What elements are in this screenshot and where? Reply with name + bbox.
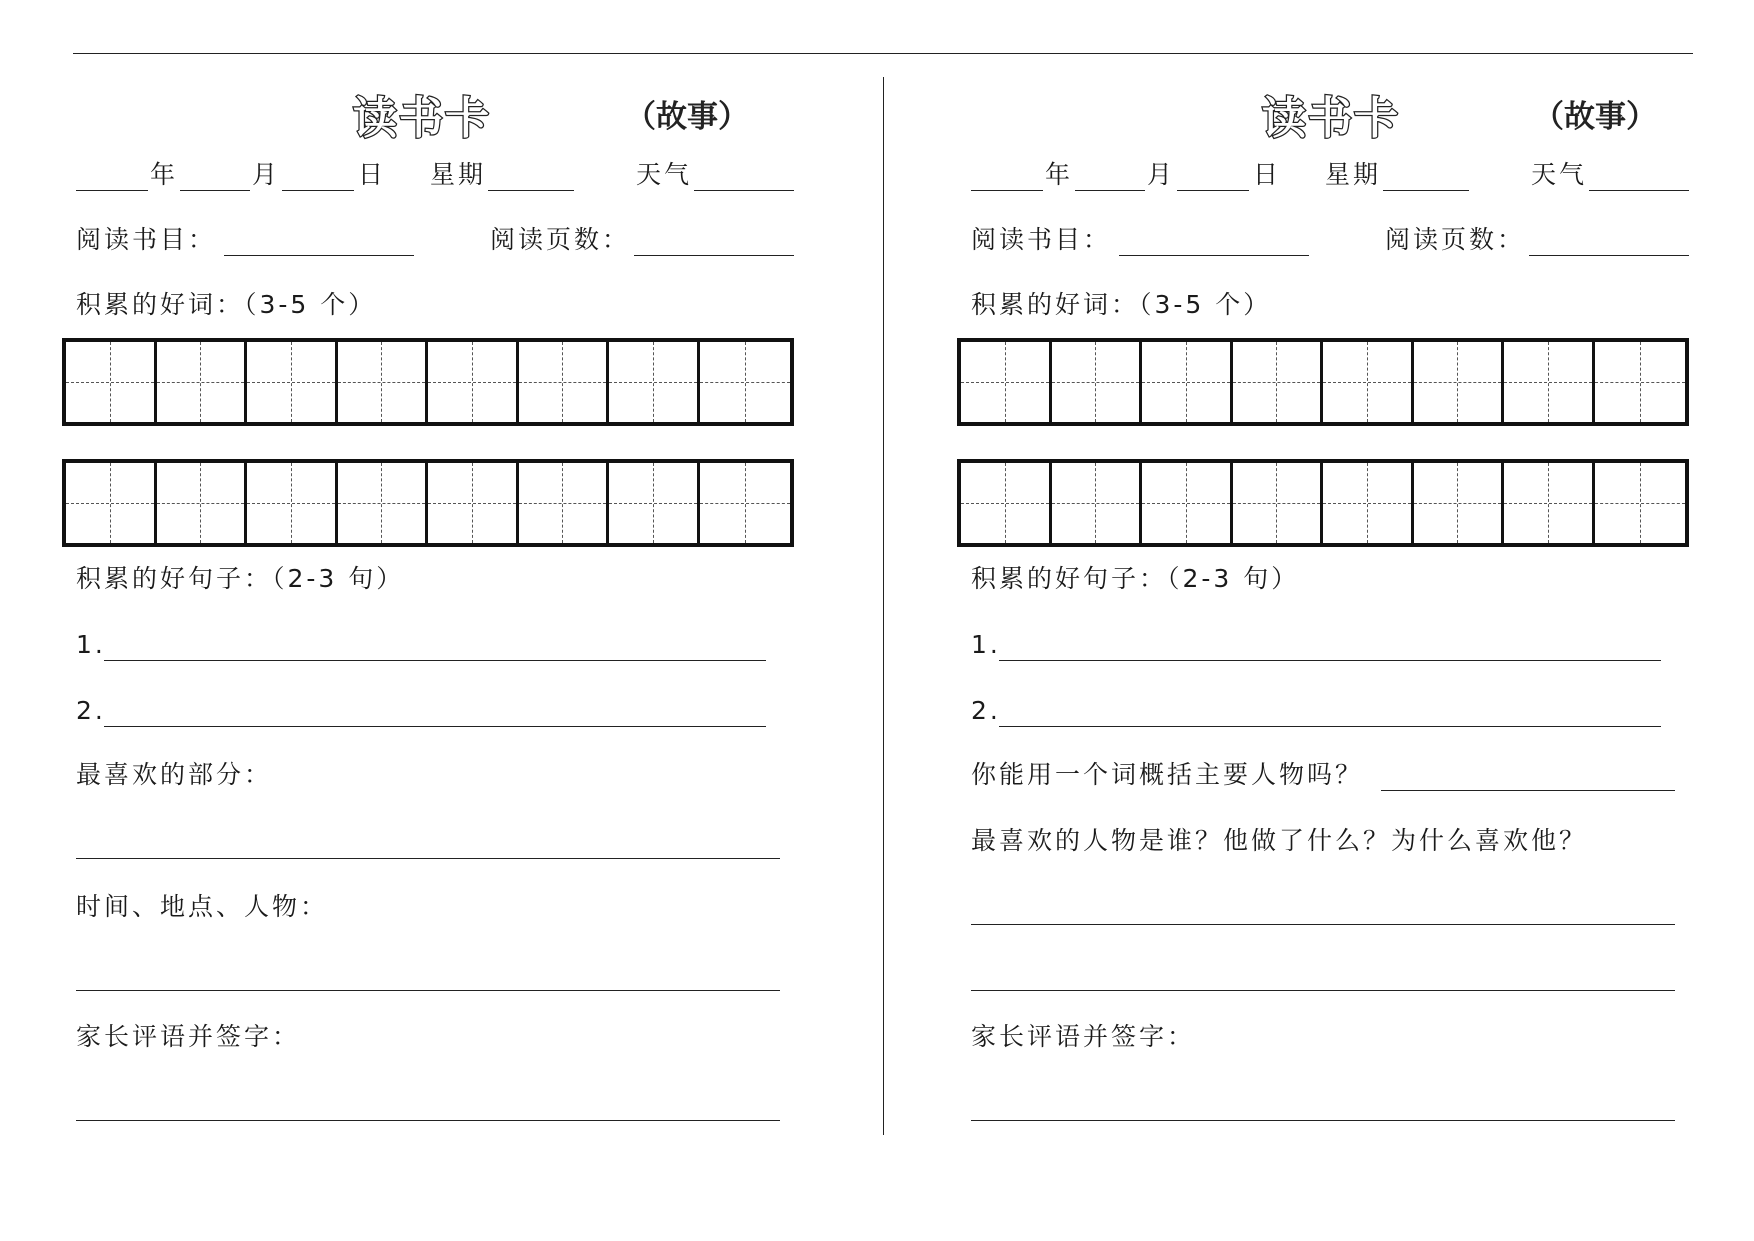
pages-field[interactable] bbox=[1529, 255, 1689, 256]
pages-field[interactable] bbox=[634, 255, 794, 256]
book-title-label: 阅读书目： bbox=[76, 225, 217, 254]
grid-cell[interactable] bbox=[1504, 463, 1595, 543]
year-label: 年 bbox=[1045, 160, 1074, 189]
grid-cell[interactable] bbox=[1504, 342, 1595, 422]
grid-cell[interactable] bbox=[1142, 463, 1233, 543]
grid-cell[interactable] bbox=[66, 463, 157, 543]
parent-comment-label: 家长评语并签字： bbox=[971, 1022, 1196, 1051]
grid-cell[interactable] bbox=[609, 463, 700, 543]
favorite-character-label: 最喜欢的人物是谁？他做了什么？为什么喜欢他？ bbox=[971, 826, 1588, 855]
book-title-field[interactable] bbox=[1119, 255, 1309, 256]
year-field[interactable] bbox=[971, 190, 1043, 191]
setting-line[interactable] bbox=[76, 990, 780, 991]
grid-cell[interactable] bbox=[1233, 463, 1324, 543]
words-label: 积累的好词：（3-5 个） bbox=[76, 290, 377, 319]
sentence-2-line[interactable] bbox=[104, 726, 766, 727]
word-grid-2[interactable] bbox=[62, 459, 794, 547]
day-field[interactable] bbox=[1177, 190, 1249, 191]
month-field[interactable] bbox=[180, 190, 250, 191]
sentence-1-label: 1. bbox=[76, 630, 106, 659]
grid-cell[interactable] bbox=[961, 342, 1052, 422]
grid-cell[interactable] bbox=[519, 463, 610, 543]
month-label: 月 bbox=[252, 160, 281, 189]
card-title: 读书卡 bbox=[353, 93, 491, 144]
grid-cell[interactable] bbox=[1595, 342, 1686, 422]
grid-cell[interactable] bbox=[961, 463, 1052, 543]
sentence-1-label: 1. bbox=[971, 630, 1001, 659]
favorite-character-line-1[interactable] bbox=[971, 924, 1675, 925]
grid-cell[interactable] bbox=[428, 463, 519, 543]
grid-cell[interactable] bbox=[157, 463, 248, 543]
card-subtitle: （故事） bbox=[1533, 99, 1657, 135]
grid-cell[interactable] bbox=[519, 342, 610, 422]
card-divider bbox=[883, 77, 884, 1135]
grid-cell[interactable] bbox=[1052, 463, 1143, 543]
grid-cell[interactable] bbox=[428, 342, 519, 422]
reading-card-right bbox=[895, 0, 1754, 1241]
day-label: 日 bbox=[358, 160, 387, 189]
parent-comment-line[interactable] bbox=[971, 1120, 1675, 1121]
grid-cell[interactable] bbox=[1323, 342, 1414, 422]
day-field[interactable] bbox=[282, 190, 354, 191]
parent-comment-label: 家长评语并签字： bbox=[76, 1022, 301, 1051]
grid-cell[interactable] bbox=[1595, 463, 1686, 543]
grid-cell[interactable] bbox=[609, 342, 700, 422]
weekday-field[interactable] bbox=[488, 190, 574, 191]
grid-cell[interactable] bbox=[157, 342, 248, 422]
favorite-part-label: 最喜欢的部分： bbox=[76, 760, 273, 789]
weekday-label: 星期 bbox=[430, 160, 487, 189]
weather-label: 天气 bbox=[1531, 160, 1588, 189]
word-grid-1[interactable] bbox=[62, 338, 794, 426]
grid-cell[interactable] bbox=[338, 342, 429, 422]
day-label: 日 bbox=[1253, 160, 1282, 189]
summarize-character-label: 你能用一个词概括主要人物吗？ bbox=[971, 760, 1364, 789]
grid-cell[interactable] bbox=[338, 463, 429, 543]
sentences-label: 积累的好句子：（2-3 句） bbox=[971, 564, 1300, 593]
grid-cell[interactable] bbox=[247, 342, 338, 422]
summarize-character-field[interactable] bbox=[1381, 790, 1675, 791]
pages-label: 阅读页数： bbox=[1385, 225, 1526, 254]
sentence-2-label: 2. bbox=[971, 696, 1001, 725]
grid-cell[interactable] bbox=[1323, 463, 1414, 543]
grid-cell[interactable] bbox=[66, 342, 157, 422]
pages-label: 阅读页数： bbox=[490, 225, 631, 254]
words-label: 积累的好词：（3-5 个） bbox=[971, 290, 1272, 319]
favorite-character-line-2[interactable] bbox=[971, 990, 1675, 991]
year-label: 年 bbox=[150, 160, 179, 189]
grid-cell[interactable] bbox=[700, 342, 791, 422]
year-field[interactable] bbox=[76, 190, 148, 191]
sentence-2-line[interactable] bbox=[999, 726, 1661, 727]
sentence-2-label: 2. bbox=[76, 696, 106, 725]
weather-field[interactable] bbox=[1589, 190, 1689, 191]
card-title: 读书卡 bbox=[1262, 93, 1400, 144]
grid-cell[interactable] bbox=[1414, 463, 1505, 543]
weekday-label: 星期 bbox=[1325, 160, 1382, 189]
book-title-field[interactable] bbox=[224, 255, 414, 256]
word-grid-1[interactable] bbox=[957, 338, 1689, 426]
card-subtitle: （故事） bbox=[625, 99, 749, 135]
book-title-label: 阅读书目： bbox=[971, 225, 1112, 254]
sentence-1-line[interactable] bbox=[999, 660, 1661, 661]
grid-cell[interactable] bbox=[1052, 342, 1143, 422]
grid-cell[interactable] bbox=[1414, 342, 1505, 422]
month-field[interactable] bbox=[1075, 190, 1145, 191]
grid-cell[interactable] bbox=[700, 463, 791, 543]
weekday-field[interactable] bbox=[1383, 190, 1469, 191]
sentences-label: 积累的好句子：（2-3 句） bbox=[76, 564, 405, 593]
weather-field[interactable] bbox=[694, 190, 794, 191]
setting-label: 时间、地点、人物： bbox=[76, 892, 329, 921]
parent-comment-line[interactable] bbox=[76, 1120, 780, 1121]
favorite-part-line[interactable] bbox=[76, 858, 780, 859]
word-grid-2[interactable] bbox=[957, 459, 1689, 547]
sentence-1-line[interactable] bbox=[104, 660, 766, 661]
month-label: 月 bbox=[1147, 160, 1176, 189]
weather-label: 天气 bbox=[636, 160, 693, 189]
grid-cell[interactable] bbox=[1233, 342, 1324, 422]
grid-cell[interactable] bbox=[247, 463, 338, 543]
grid-cell[interactable] bbox=[1142, 342, 1233, 422]
